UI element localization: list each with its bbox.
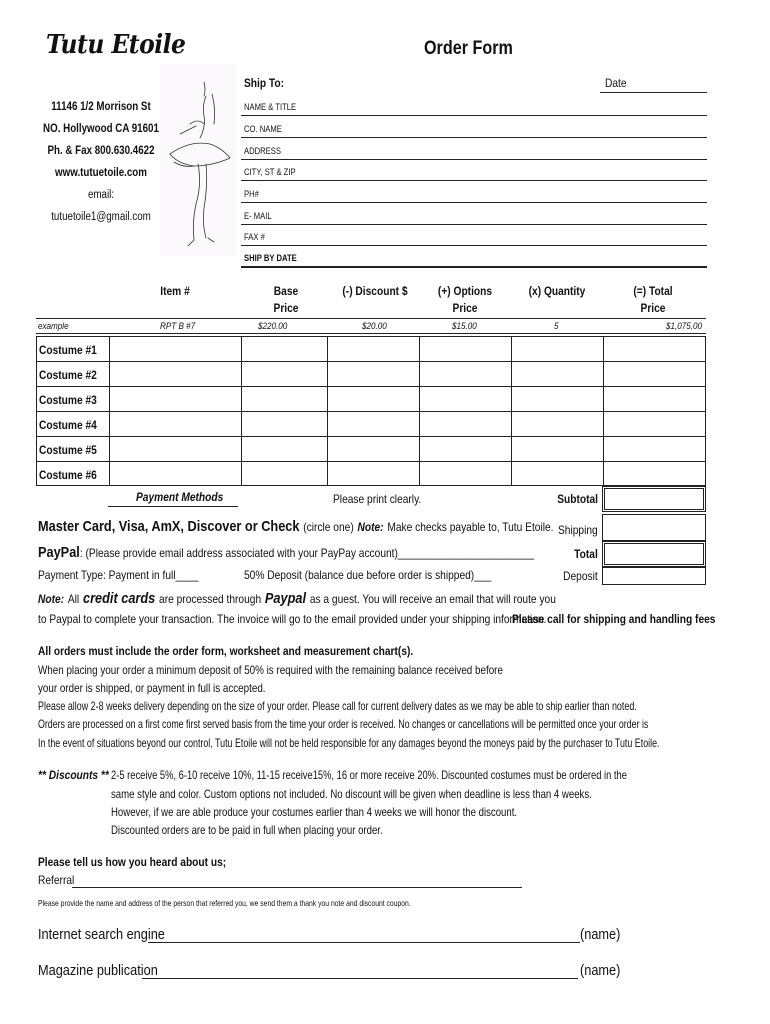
ship-to-label: Ship To:	[244, 76, 285, 90]
costume-row-3: Costume #3	[39, 393, 97, 407]
ship-by-date-label: SHIP BY DATE	[244, 253, 297, 263]
magazine-name-label: (name)	[580, 962, 621, 979]
fax-label: FAX #	[244, 232, 265, 242]
magazine-label: Magazine publication	[38, 962, 158, 979]
company-name-field[interactable]	[241, 116, 707, 138]
phone-label: PH#	[244, 189, 259, 199]
terms-line: your order is shipped, or payment in full is accepted.	[38, 681, 266, 695]
example-options: $15.00	[452, 321, 477, 331]
payment-type-line: Payment Type: Payment in full____	[38, 568, 199, 582]
internet-name-label: (name)	[580, 926, 621, 943]
company-name-label: CO. NAME	[244, 124, 282, 134]
example-label: example	[38, 321, 69, 331]
paypal-guest-note: Note: All credit cards are processed through Paypal as a guest. You will receive an email that will route you	[38, 590, 556, 607]
discount-line: Discounted orders are to be paid in full when placing your order.	[111, 823, 383, 837]
costume-row-1: Costume #1	[39, 343, 97, 357]
total-price-header: (=) Total Price	[633, 284, 673, 315]
brand-logo: Tutu Etoile	[46, 30, 186, 60]
discounts-label: ** Discounts **	[38, 768, 109, 782]
costume-row-6: Costume #6	[39, 468, 97, 482]
paypal-invoice-note: to Paypal to complete your transaction. The invoice will go to the email provided under your shipping information.	[38, 612, 547, 626]
email-address: email: tutuetoile1@gmail.com	[51, 189, 151, 223]
subtotal-field[interactable]	[602, 486, 706, 512]
terms-line: Please allow 2-8 weeks delivery depending on the size of your order. Please call for current delivery dates as we may be able to ship earlier than noted.	[38, 699, 637, 713]
print-clearly-note: Please print clearly.	[333, 492, 422, 506]
example-total: $1,075.00	[666, 321, 703, 331]
shipping-label: Shipping	[558, 523, 598, 537]
internet-search-field[interactable]	[148, 942, 580, 943]
city-address: NO. Hollywood CA 91601	[43, 123, 159, 135]
terms-heading: All orders must include the order form, worksheet and measurement chart(s).	[38, 644, 414, 658]
referral-note: Please provide the name and address of the person that referred you, we send them a thank you note and discount coupon.	[38, 898, 411, 908]
fax-field[interactable]	[241, 224, 707, 246]
page-title: Order Form	[424, 38, 513, 59]
website: www.tutuetoile.com	[55, 167, 147, 179]
total-field[interactable]	[602, 541, 706, 567]
terms-line: When placing your order a minimum deposit of 50% is required with the remaining balance received before	[38, 663, 503, 677]
referral-field[interactable]	[72, 887, 522, 888]
costume-row-4: Costume #4	[39, 418, 97, 432]
street-address: 11146 1/2 Morrison St	[51, 101, 151, 113]
date-label: Date	[605, 76, 627, 90]
phone-fax: Ph. & Fax 800.630.4622	[47, 145, 155, 157]
item-header: Item #	[160, 284, 190, 298]
referral-label: Referral	[38, 873, 75, 887]
ship-by-date-field[interactable]	[241, 246, 707, 268]
deposit-field[interactable]	[602, 567, 706, 585]
options-price-header: (+) Options Price	[437, 284, 493, 315]
email-field[interactable]	[241, 203, 707, 225]
costume-row-5: Costume #5	[39, 443, 97, 457]
example-quantity: 5	[554, 321, 559, 331]
magazine-field[interactable]	[142, 978, 578, 979]
quantity-header: (x) Quantity	[528, 284, 586, 298]
date-field[interactable]	[600, 92, 707, 93]
example-discount: $20.00	[362, 321, 387, 331]
email-label: E- MAIL	[244, 211, 272, 221]
terms-line: Orders are processed on a first come first served basis from the time your order is received. No changes or cancellations will be permitted once your order is	[38, 717, 649, 731]
internet-search-label: Internet search engine	[38, 926, 165, 943]
name-title-field[interactable]	[241, 94, 707, 116]
referral-heading: Please tell us how you heard about us;	[38, 855, 227, 869]
divider	[108, 506, 238, 507]
example-row	[36, 318, 706, 334]
discount-line: 2-5 receive 5%, 6-10 receive 10%, 11-15 receive15%, 16 or more receive 20%. Discounted costumes must be ordered in the	[111, 768, 627, 782]
shipping-field[interactable]	[602, 514, 706, 541]
total-label: Total	[574, 547, 598, 561]
call-shipping-note: Please call for shipping and handling fees	[512, 612, 716, 626]
example-base: $220.00	[258, 321, 288, 331]
deposit-option-line: 50% Deposit (balance due before order is shipped)___	[244, 568, 492, 582]
address-field[interactable]	[241, 138, 707, 160]
deposit-label: Deposit	[563, 569, 598, 583]
discount-header: (-) Discount $	[342, 284, 408, 298]
city-state-zip-label: CITY, ST & ZIP	[244, 167, 296, 177]
company-address	[26, 96, 176, 228]
example-item: RPT B #7	[160, 321, 196, 331]
base-price-header: Base Price	[273, 284, 299, 315]
subtotal-label: Subtotal	[557, 492, 598, 506]
payment-methods-heading: Payment Methods	[136, 490, 224, 504]
costume-row-2: Costume #2	[39, 368, 97, 382]
paypal-line: PayPal: (Please provide email address associated with your PayPay account)________________________	[38, 544, 535, 561]
ballerina-sketch-icon	[160, 64, 236, 256]
accepted-cards: Master Card, Visa, AmX, Discover or Check (circle one) Note: Make checks payable to, Tutu Etoile.	[38, 518, 554, 535]
discount-line: same style and color. Custom options not included. No discount will be given when deadline is less than 4 weeks.	[111, 787, 592, 801]
costume-table	[36, 336, 706, 486]
address-label: ADDRESS	[244, 146, 281, 156]
discount-line: However, if we are able produce your costumes earlier than 4 weeks we will honor the discount.	[111, 805, 518, 819]
terms-line: In the event of situations beyond our control, Tutu Etoile will not be held responsible for any damages beyond the moneys paid by the purchaser to Tutu Etoile.	[38, 736, 660, 750]
name-title-label: NAME & TITLE	[244, 102, 297, 112]
phone-field[interactable]	[241, 181, 707, 203]
city-state-zip-field[interactable]	[241, 159, 707, 181]
